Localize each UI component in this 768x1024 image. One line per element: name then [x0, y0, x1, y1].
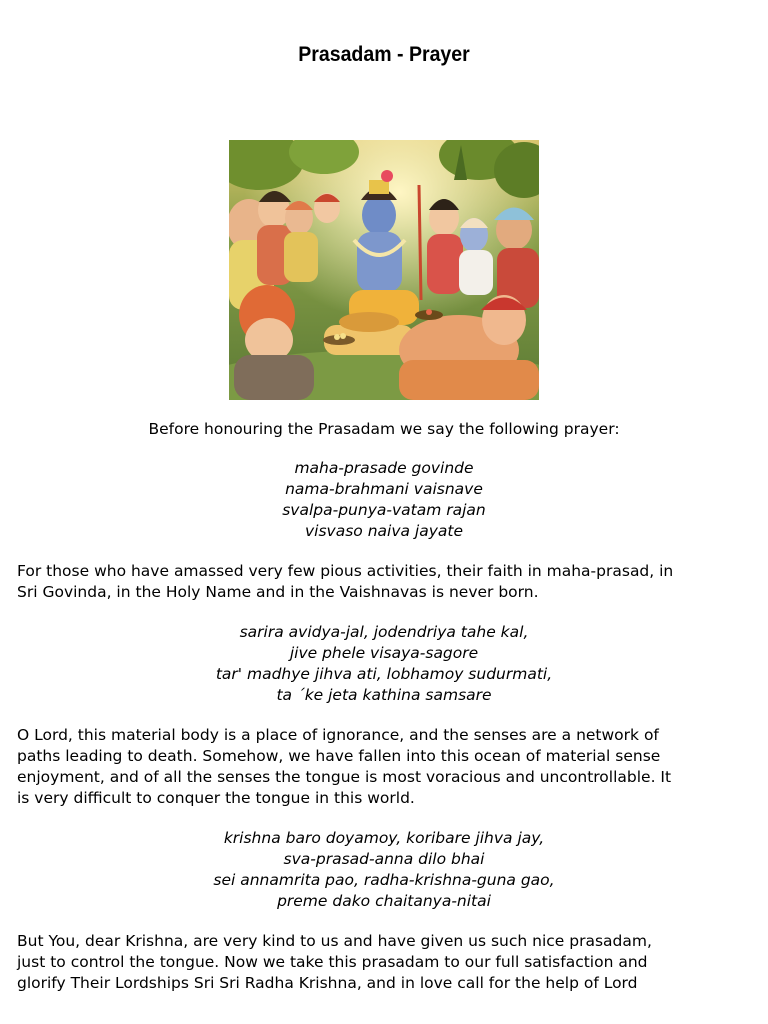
verse-line: sarira avidya-jal, jodendriya tahe kal,: [239, 623, 529, 641]
paragraph-line: But You, dear Krishna, are very kind to us and have given us such nice prasadam,: [17, 932, 652, 950]
verse-line: sva-prasad-anna dilo bhai: [283, 850, 485, 868]
verse-line: sei annamrita pao, radha-krishna-guna gao,: [213, 871, 555, 889]
paragraph-line: Sri Govinda, in the Holy Name and in the Vaishnavas is never born.: [17, 583, 539, 601]
verse-line: tar' madhye jihva ati, lobhamoy sudurmati,: [215, 665, 553, 683]
verse-line: nama-brahmani vaisnave: [285, 480, 483, 498]
paragraph-line: enjoyment, and of all the senses the tongue is most voracious and uncontrollable. It: [17, 768, 672, 786]
verse-line: maha-prasade govinde: [294, 459, 474, 477]
verse-3: [0, 828, 768, 912]
verse-line: ta ´ke jeta kathina samsare: [276, 686, 492, 704]
verse-1: [0, 458, 768, 542]
verse-line: jive phele visaya-sagore: [289, 644, 479, 662]
verse-line: preme dako chaitanya-nitai: [277, 892, 491, 910]
paragraph-3: [17, 931, 752, 994]
verse-line: svalpa-punya-vatam rajan: [282, 501, 486, 519]
paragraph-line: paths leading to death. Somehow, we have fallen into this ocean of material sense: [17, 747, 661, 765]
page-title: Prasadam - Prayer: [298, 43, 470, 66]
paragraph-1: [17, 561, 752, 603]
intro-text: Before honouring the Prasadam we say the following prayer:: [148, 420, 620, 438]
paragraph-line: glorify Their Lordships Sri Sri Radha Krishna, and in love call for the help of Lord: [17, 974, 638, 992]
verse-line: krishna baro doyamoy, koribare jihva jay,: [223, 829, 545, 847]
krishna-prasadam-illustration: [229, 140, 539, 400]
paragraph-line: just to control the tongue. Now we take this prasadam to our full satisfaction and: [17, 953, 648, 971]
verse-line: visvaso naiva jayate: [304, 522, 464, 540]
paragraph-line: is very difficult to conquer the tongue in this world.: [17, 789, 415, 807]
paragraph-2: [17, 725, 752, 809]
paragraph-line: For those who have amassed very few pious activities, their faith in maha-prasad, in: [17, 562, 674, 580]
verse-2: [0, 622, 768, 706]
paragraph-line: O Lord, this material body is a place of ignorance, and the senses are a network of: [17, 726, 659, 744]
